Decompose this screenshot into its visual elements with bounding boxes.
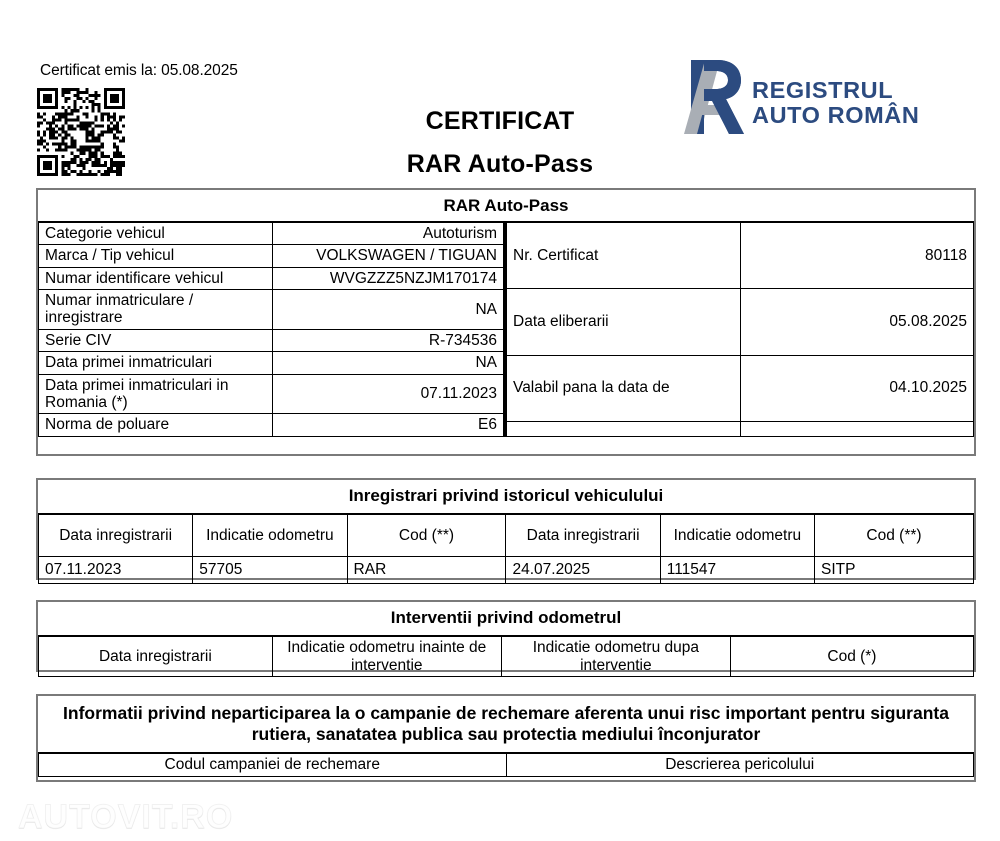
- vehicle-detail-value: NA: [273, 290, 504, 330]
- column-header: Indicatie odometru: [660, 515, 814, 557]
- table-row: [507, 289, 974, 355]
- table-header-row: [39, 515, 974, 557]
- qr-code: [37, 88, 125, 176]
- column-header: Data inregistrarii: [39, 515, 193, 557]
- table-cell: SITP: [815, 557, 974, 584]
- odometer-interventions-banner: Interventii privind odometrul: [38, 602, 974, 636]
- column-header: Indicatie odometru: [193, 515, 347, 557]
- certificate-detail-value: 05.08.2025: [741, 289, 974, 355]
- table-row: [39, 414, 504, 436]
- page-title-line-1: CERTIFICAT: [425, 107, 575, 135]
- recall-campaign-section: [36, 694, 976, 782]
- column-header: Descrierea pericolului: [506, 754, 974, 776]
- table-row: [39, 267, 504, 289]
- vehicle-detail-label: Marca / Tip vehicul: [39, 245, 273, 267]
- odometer-interventions-section: [36, 600, 976, 672]
- column-header: Cod (**): [815, 515, 974, 557]
- table-cell: 111547: [660, 557, 814, 584]
- vehicle-detail-value: R-734536: [273, 329, 504, 351]
- table-row-empty: [507, 421, 974, 436]
- column-header: Indicatie odometru inainte de interventie: [272, 637, 501, 677]
- vehicle-detail-label: Categorie vehicul: [39, 223, 273, 245]
- rar-monogram-icon: [678, 58, 750, 136]
- page-title: [300, 100, 700, 185]
- column-header: Data inregistrarii: [506, 515, 660, 557]
- recall-campaign-banner: Informatii privind neparticiparea la o campanie de rechemare aferenta unui risc important pentru siguranta rutiera, sanatatea publica sau protectia mediului înconjurator: [38, 696, 974, 753]
- table-row: [507, 355, 974, 421]
- issue-date-label: Certificat emis la: 05.08.2025: [40, 62, 238, 79]
- recall-campaign-table: [38, 753, 974, 776]
- vehicle-detail-label: Numar identificare vehicul: [39, 267, 273, 289]
- table-header-row: [39, 637, 974, 677]
- empty-cell: [507, 421, 741, 436]
- vehicle-history-table: [38, 514, 974, 584]
- table-row: [39, 223, 504, 245]
- table-header-row: [39, 754, 974, 776]
- vehicle-detail-value: VOLKSWAGEN / TIGUAN: [273, 245, 504, 267]
- vehicle-history-banner: Inregistrari privind istoricul vehiculului: [38, 480, 974, 514]
- vehicle-detail-label: Numar inmatriculare / inregistrare: [39, 290, 273, 330]
- table-cell: 57705: [193, 557, 347, 584]
- vehicle-detail-value: E6: [273, 414, 504, 436]
- odometer-interventions-table: [38, 636, 974, 677]
- vehicle-detail-label: Norma de poluare: [39, 414, 273, 436]
- table-row: [39, 290, 504, 330]
- vehicle-detail-label: Data primei inmatriculari in Romania (*): [39, 374, 273, 414]
- column-header: Indicatie odometru dupa interventie: [501, 637, 730, 677]
- column-header: Cod (**): [347, 515, 506, 557]
- table-row: [39, 374, 504, 414]
- page-title-line-2: RAR Auto-Pass: [406, 149, 594, 178]
- empty-cell: [741, 421, 974, 436]
- certificate-detail-value: 04.10.2025: [741, 355, 974, 421]
- certificate-detail-label: Data eliberarii: [507, 289, 741, 355]
- certificate-details-table: [504, 222, 974, 437]
- vehicle-detail-value: Autoturism: [273, 223, 504, 245]
- vehicle-detail-value: 07.11.2023: [273, 374, 504, 414]
- qr-code-canvas: [37, 88, 125, 176]
- column-header: Cod (*): [730, 637, 973, 677]
- table-cell: 24.07.2025: [506, 557, 660, 584]
- column-header: Codul campaniei de rechemare: [39, 754, 507, 776]
- page-header: [0, 0, 1000, 185]
- vehicle-detail-value: NA: [273, 352, 504, 374]
- table-row: [39, 245, 504, 267]
- table-cell: 07.11.2023: [39, 557, 193, 584]
- main-info-section: [36, 188, 976, 456]
- table-row: [39, 557, 974, 584]
- certificate-detail-label: Nr. Certificat: [507, 223, 741, 289]
- column-header: Data inregistrarii: [39, 637, 273, 677]
- table-row: [39, 329, 504, 351]
- logo-text-line-1: REGISTRUL: [752, 77, 894, 103]
- table-row: [507, 223, 974, 289]
- vehicle-detail-label: Serie CIV: [39, 329, 273, 351]
- main-info-banner: RAR Auto-Pass: [38, 190, 974, 222]
- certificate-detail-value: 80118: [741, 223, 974, 289]
- watermark: AUTOVIT.RO: [18, 798, 234, 836]
- table-cell: RAR: [347, 557, 506, 584]
- certificate-detail-label: Valabil pana la data de: [507, 355, 741, 421]
- vehicle-history-section: [36, 478, 976, 580]
- rar-logo: [678, 58, 918, 140]
- vehicle-details-table: [38, 222, 504, 437]
- vehicle-detail-value: WVGZZZ5NZJM170174: [273, 267, 504, 289]
- vehicle-detail-label: Data primei inmatriculari: [39, 352, 273, 374]
- logo-text-line-2: AUTO ROMÂN: [752, 101, 920, 128]
- table-row: [39, 352, 504, 374]
